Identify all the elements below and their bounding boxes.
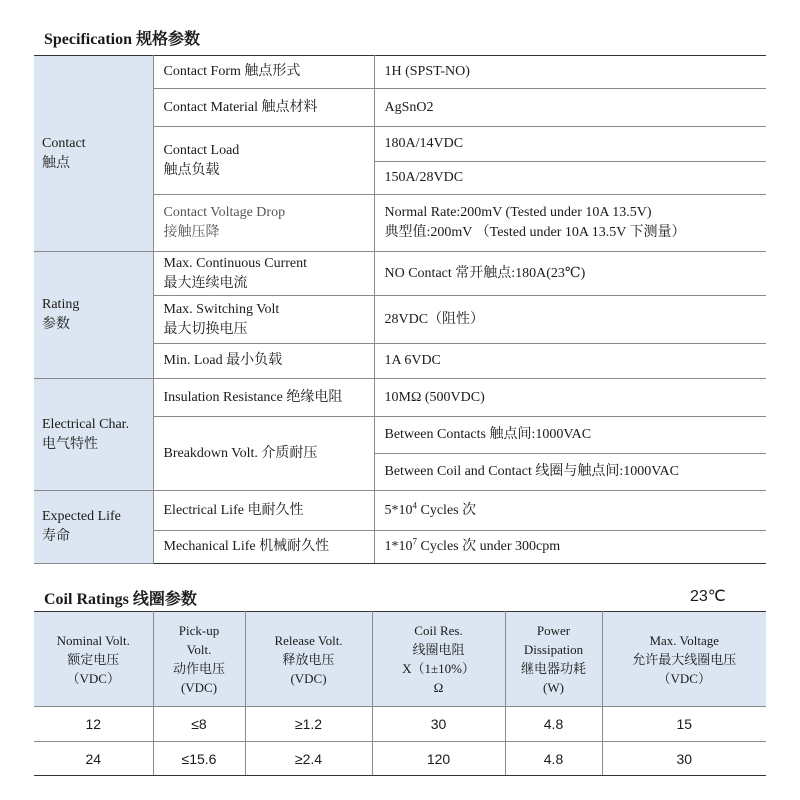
param-mechanical-life: Mechanical Life 机械耐久性 <box>153 531 374 564</box>
param-min-load: Min. Load 最小负载 <box>153 344 374 379</box>
coil-row <box>34 742 766 776</box>
header-nominal-volt: Nominal Volt. 额定电压 （VDC） <box>34 612 153 707</box>
coil-temperature: 23℃ <box>690 588 726 605</box>
spec-title: Specification 规格参数 <box>44 31 200 48</box>
spec-row-insulation <box>34 379 766 417</box>
header-power-dissipation: Power Dissipation 继电器功耗 (W) <box>505 612 602 707</box>
coil-header-row <box>34 612 766 707</box>
param-insulation: Insulation Resistance 绝缘电阻 <box>153 379 374 417</box>
value-min-load: 1A 6VDC <box>374 344 766 379</box>
cell-nominal-volt: 12 <box>34 707 153 742</box>
param-contact-form: Contact Form 触点形式 <box>153 56 374 89</box>
param-voltage-drop: Contact Voltage Drop 接触压降 <box>153 195 374 252</box>
group-contact: Contact 触点 <box>34 56 153 252</box>
param-max-switching: Max. Switching Volt 最大切换电压 <box>153 296 374 344</box>
param-contact-material: Contact Material 触点材料 <box>153 89 374 127</box>
coil-title: Coil Ratings 线圈参数 <box>44 591 197 608</box>
cell-max-voltage: 15 <box>602 707 766 742</box>
group-electrical: Electrical Char. 电气特性 <box>34 379 153 491</box>
cell-max-voltage: 30 <box>602 742 766 776</box>
value-breakdown-2: Between Coil and Contact 线圈与触点间:1000VAC <box>374 454 766 491</box>
cell-coil-resistance: 30 <box>372 707 505 742</box>
cell-release-volt: ≥1.2 <box>245 707 372 742</box>
param-electrical-life: Electrical Life 电耐久性 <box>153 491 374 531</box>
value-electrical-life: $5*10^4$ Cycles 次 <box>374 491 766 531</box>
value-contact-form: 1H (SPST-NO) <box>374 56 766 89</box>
header-max-voltage: Max. Voltage 允许最大线圈电压 （VDC） <box>602 612 766 707</box>
group-rating: Rating 参数 <box>34 252 153 379</box>
cell-power-dissipation: 4.8 <box>505 742 602 776</box>
value-contact-load-1: 180A/14VDC <box>374 127 766 162</box>
spec-row-contact-form <box>34 56 766 89</box>
specification-table <box>34 55 766 564</box>
value-max-switching: 28VDC（阻性） <box>374 296 766 344</box>
value-voltage-drop: Normal Rate:200mV (Tested under 10A 13.5V) 典型值:200mV （Tested under 10A 13.5V 下测量） <box>374 195 766 252</box>
value-mechanical-life: $1*10^7$ Cycles 次 under 300cpm <box>374 531 766 564</box>
coil-ratings-table <box>34 611 766 776</box>
param-breakdown: Breakdown Volt. 介质耐压 <box>153 417 374 491</box>
cell-pickup-volt: ≤15.6 <box>153 742 245 776</box>
value-contact-load-2: 150A/28VDC <box>374 162 766 195</box>
value-insulation: 10MΩ (500VDC) <box>374 379 766 417</box>
coil-row <box>34 707 766 742</box>
cell-pickup-volt: ≤8 <box>153 707 245 742</box>
group-life: Expected Life 寿命 <box>34 491 153 564</box>
spec-row-max-current <box>34 252 766 296</box>
param-contact-load: Contact Load 触点负载 <box>153 127 374 195</box>
value-contact-material: AgSnO2 <box>374 89 766 127</box>
cell-nominal-volt: 24 <box>34 742 153 776</box>
value-max-current: NO Contact 常开触点:180A(23℃) <box>374 252 766 296</box>
header-release-volt: Release Volt. 释放电压 (VDC) <box>245 612 372 707</box>
header-pickup-volt: Pick-up Volt. 动作电压 (VDC) <box>153 612 245 707</box>
cell-coil-resistance: 120 <box>372 742 505 776</box>
value-breakdown-1: Between Contacts 触点间:1000VAC <box>374 417 766 454</box>
header-coil-resistance: Coil Res. 线圈电阻 X（1±10%） Ω <box>372 612 505 707</box>
param-max-current: Max. Continuous Current 最大连续电流 <box>153 252 374 296</box>
cell-power-dissipation: 4.8 <box>505 707 602 742</box>
cell-release-volt: ≥2.4 <box>245 742 372 776</box>
spec-row-electrical-life <box>34 491 766 531</box>
